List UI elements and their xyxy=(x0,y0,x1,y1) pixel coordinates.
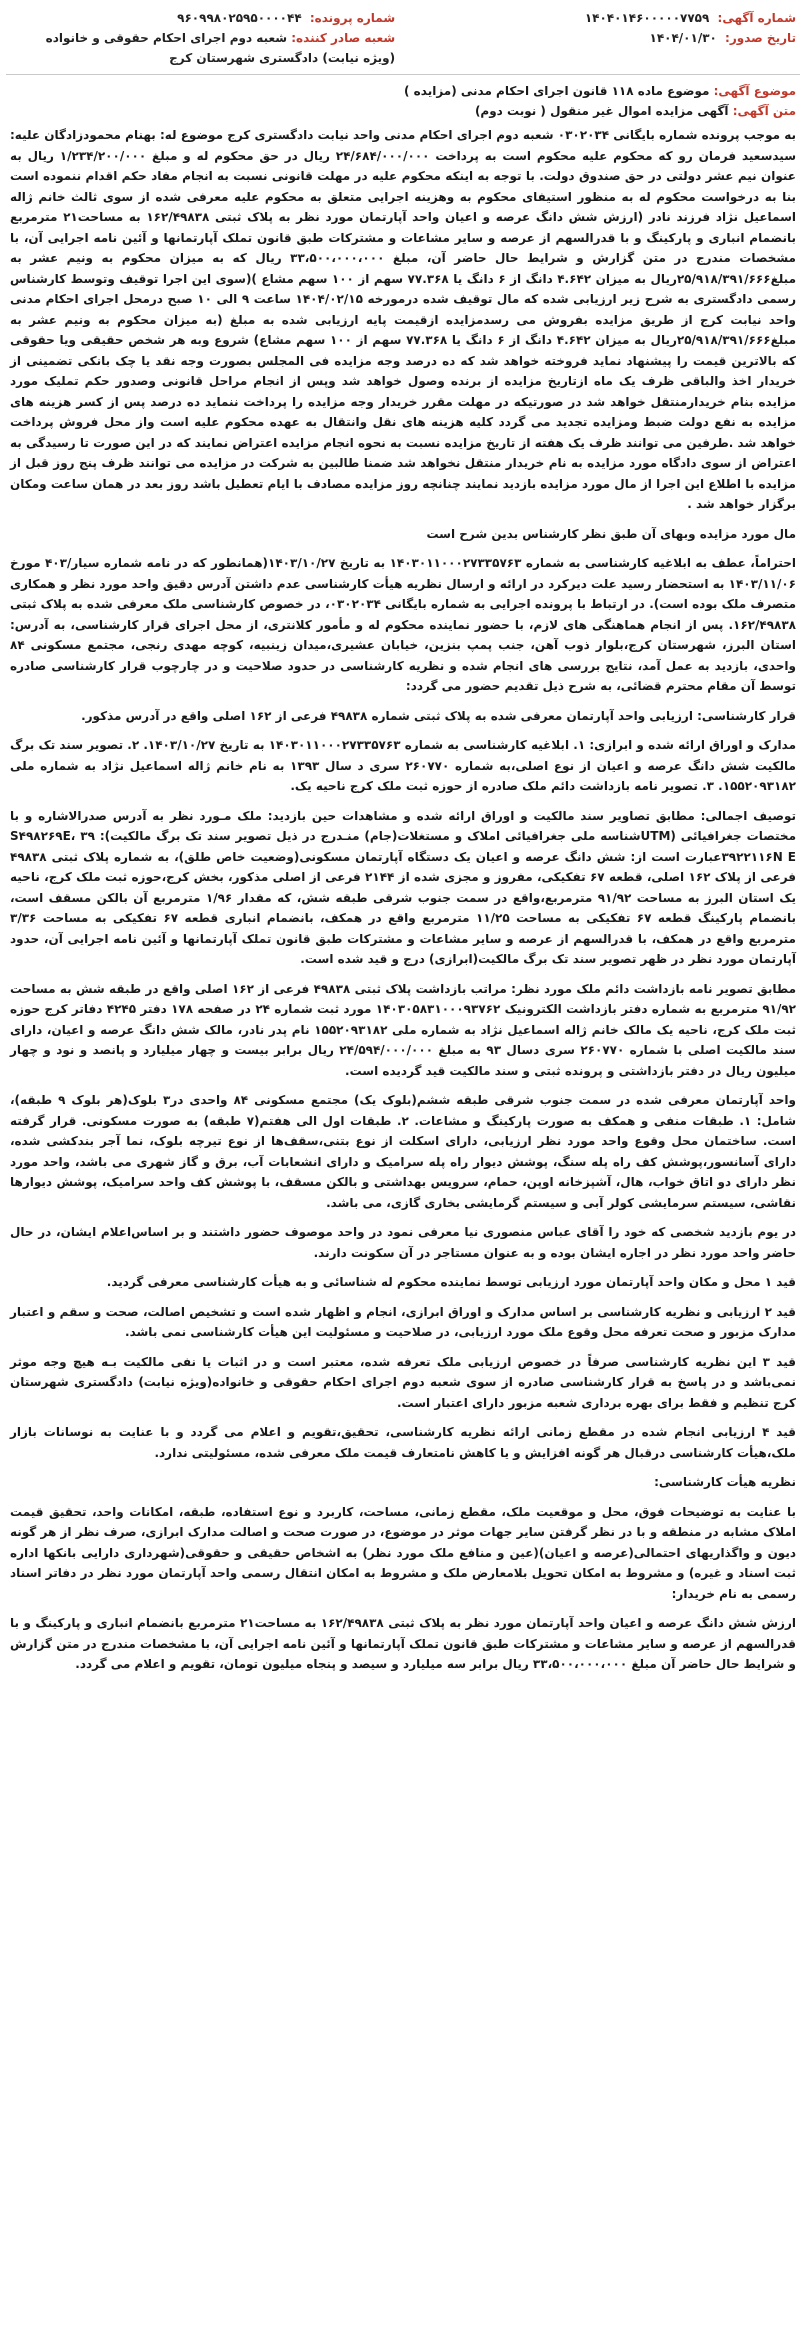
subject-value: موضوع ماده ۱۱۸ قانون اجرای احکام مدنی (مزایده ) xyxy=(404,84,710,98)
paragraph-opinion-heading: نظریه هیأت کارشناسی: xyxy=(654,1475,796,1489)
issuer-value: شعبه دوم اجرای احکام حقوقی و خانواده (ویژه نیابت) دادگستری شهرستان کرج xyxy=(45,31,396,65)
text-heading-label: متن آگهی: xyxy=(732,104,796,118)
case-number-label: شماره پرونده: xyxy=(309,11,396,25)
paragraph-documents: مدارک و اوراق ارائه شده و ابرازی: ۱. ابلاغیه کارشناسی به شماره ۱۴۰۳۰۱۱۰۰۰۲۷۳۳۵۷۶۳ به تاریخ ۱۴۰۳/۱۰/۲۷. ۲. تصویر سند تک برگ مالکیت شش دانگ عرصه و اعیان از نوع اصلی،به شماره ۲۶۰۷۷۰ سری د سال ۱۳۹۳ به نام خانم ژاله اسماعیل نژاد به شماره ملی ۱۵۵۲۰۹۳۱۸۲. ۳. تصویر نامه بازداشت دائم ملک صادره از حوزه ثبت ملک کرج ناحیه یک. xyxy=(10,738,797,793)
notice-header xyxy=(6,8,800,68)
paragraph-seizure: مطابق تصویر نامه بازداشت دائم ملک مورد نظر: مراتب بازداشت پلاک ثبتی ۴۹۸۳۸ فرعی از ۱۶۲ اصلی واقع در طبقه شش به مساحت ۹۱/۹۲ مترمربع به شماره دفتر بازداشت الکترونیک ۱۴۰۳۰۵۸۳۱۰۰۰۹۳۷۶۲ مورد ثبت شماره ۲۴ در صفحه ۱۷۸ دفتر ۴۲۴۵ دفاتر کرج حوزه ثبت ملک کرج، ناحیه یک مالک خانم ژاله اسماعیل نژاد به شماره ملی ۱۵۵۲۰۹۳۱۸۲ نام پدر نادر، مالک شش دانگ عرصه و اعیان، دارای سند مالکیت اصلی با شماره ۲۶۰۷۷۰ سری دسال ۹۳ به مبلغ ۲۴/۵۹۴/۰۰۰/۰۰۰ ریال برابر بیست و چهار میلیارد و پانصد و نود و چهار میلیون ریال در دفتر بازداشتی و پرونده ثبتی و سند مالکیت قید گردیده است. xyxy=(10,981,797,1078)
case-number-value: ۹۶۰۹۹۸۰۲۵۹۵۰۰۰۰۴۴ xyxy=(177,11,302,25)
paragraph-expert-letter: احتراماً، عطف به ابلاغیه کارشناسی به شماره ۱۴۰۳۰۱۱۰۰۰۲۷۳۳۵۷۶۳ به تاریخ ۱۴۰۳/۱۰/۲۷(همانطور که در نامه شماره سیار/۴۰۳ مورخ ۱۴۰۳/۱۱/۰۶ به استحضار رسید علت دیرکرد در ارائه و ارسال نظریه هیأت کارشناسی عدم داشتن آدرس دقیق واحد مورد نظر و همکاری متصرف ملک بوده است). در ارتباط با پرونده اجرایی به شماره بایگانی ۰۳۰۲۰۳۴، در خصوص کارشناسی ملک معرفی شده به پلاک ثبتی ۱۶۲/۴۹۸۳۸. پس از انجام هماهنگی های لازم، با حضور نماینده محکوم له و مأمور کلانتری، از محل اجرای قرار کارشناسی، به آدرس: استان البرز، شهرستان کرج،بلوار ذوب آهن، جنب پمپ بنزین، خیابان عشیری،میدان زینبیه، کوچه مهدی رنجی، مجتمع مسکونی ۸۴ واحدی، بازدید به عمل آمد، نتایج بررسی های انجام شده و نظریه کارشناسی در حدود صلاحیت و در چارچوب قرار کارشناسی صادره توسط آن مقام محترم قضائی، به شرح ذیل تقدیم حضور می گردد: xyxy=(10,556,797,693)
text-heading-value: آگهی مزایده اموال غیر منقول ( نوبت دوم) xyxy=(474,104,729,118)
paragraph-opinion: با عنایت به توضیحات فوق، محل و موقعیت ملک، مقطع زمانی، مساحت، کاربرد و نوع استفاده، طبقه، امکانات واحد، تحقیق قیمت املاک مشابه در منطقه و با در نظر گرفتن سایر جهات موثر در موضوع، در صورت صحت و اصالت مدارک ابرازی، صرف نظر از هر گونه دیون و واگذاریهای احتمالی(عرصه و اعیان)(عین و منافع ملک مورد نظر) به اشخاص حقیقی و حقوقی(شهرداری دارایی بانکها اداره ثبت اسناد و غیره) و مشروط به امکان تحویل بلامعارض ملک و مشروط به امکان انتقال رسمی واحد آپارتمان مورد نظر در دفاتر اسناد رسمی به نام خریدار: xyxy=(10,1504,796,1601)
header-divider xyxy=(6,74,800,75)
notice-number-label: شماره آگهی: xyxy=(717,11,796,25)
header-right-column xyxy=(411,8,796,68)
paragraph-note-4: قید ۴ ارزیابی انجام شده در مقطع زمانی ارائه نظریه کارشناسی، تحقیق،تقویم و اعلام می گردد و با عنایت به نوسانات بازار ملک،هیأت کارشناسی درقبال هر گونه افزایش و یا کاهش نامتعارف قیمت ملک معرفی شده، مسئولیتی ندارد. xyxy=(10,1425,796,1460)
issue-date-row xyxy=(411,28,796,48)
subject-label: موضوع آگهی: xyxy=(713,84,796,98)
notice-subject xyxy=(6,81,800,101)
paragraph-expert-order: قرار کارشناسی: ارزیابی واحد آپارتمان معرفی شده به پلاک ثبتی شماره ۴۹۸۳۸ فرعی از ۱۶۲ اصلی واقع در آدرس مذکور. xyxy=(81,708,796,723)
paragraph-valuation: ارزش شش دانگ عرصه و اعیان واحد آپارتمان مورد نظر به پلاک ثبتی ۱۶۲/۴۹۸۳۸ به مساحت۲۱ مترمربع بانضمام انباری و پارکینگ و با قدرالسهم از عرصه و سایر مشاعات و مشترکات طبق قانون تملک آپارتمانها و آئین نامه اجرایی آن، با مشخصات مندرج در متن گزارش و شرایط حال حاضر آن مبلغ ۳۳،۵۰۰،۰۰۰،۰۰۰ ریال برابر سه میلیارد و سیصد و پنجاه میلیون تومان، تقویم و اعلام می گردد. xyxy=(10,1616,796,1671)
paragraph-expert-intro: مال مورد مزایده وبهای آن طبق نظر کارشناس بدین شرح است xyxy=(426,526,796,541)
paragraph-auction-terms: به موجب پرونده شماره بایگانی ۰۳۰۲۰۳۴ شعبه دوم اجرای احکام مدنی واحد نیابت دادگستری کرج موضوع له: بهنام محمودزادگان علیه: سیدسعید فرمان رو که محکوم علیه محکوم است به پرداخت ۲۴/۶۸۴/۰۰۰/۰۰۰ ریال در حق محکوم له و مبلغ ۱/۲۳۴/۲۰۰/۰۰۰ ریال به عنوان نیم عشر دولتی در حق صندوق دولت. با توجه به اینکه محکوم علیه در مهلت قانونی نسبت به انجام مفاد حکم اقدام ننموده است بنا به درخواست محکوم له به منظور استیفای محکوم به وهزینه اجرایی متعلق به محکوم علیه معرفی شده از سوی ثالث خانم ژاله اسماعیل نژاد فرزند نادر (ارزش شش دانگ عرصه و اعیان واحد آپارتمان مورد نظر به پلاک ثبتی ۱۶۲/۴۹۸۳۸ به مساحت۲۱ مترمربع بانضمام انباری و پارکینگ و با قدرالسهم از عرصه و سایر مشاعات و مشترکات طبق قانون تملک آپارتمانها و آئین نامه اجرایی آن، با مشخصات مندرج در متن گزارش و شرایط حال حاضر آن، مبلغ ۳۳،۵۰۰،۰۰۰،۰۰۰ ریال که به میزان محکوم به ونیم عشر به مبلغ۲۵/۹۱۸/۳۹۱/۶۶۶ریال به میزان ۴.۶۴۲ دانگ از ۶ دانگ یا ۷۷.۳۶۸ سهم از ۱۰۰ سهم مشاع )(سوی این اجرا توقیف وتوسط کارشناس رسمی دادگستری به شرح زیر ارزیابی شده که مال توقیف شده درمورخه ۱۴۰۴/۰۲/۱۵ ساعت ۹ الی ۱۰ صبح درمحل اجرای احکام مدنی واحد نیابت کرج از طریق مزایده بفروش می رسدمزایده ازقیمت پایه ارزیابی شده به مبلغ (به میزان محکوم به ونیم عشر به مبلغ۲۵/۹۱۸/۳۹۱/۶۶۶ریال به میزان ۴.۶۴۲ دانگ از ۶ دانگ یا ۷۷.۳۶۸ سهم از ۱۰۰ سهم مشاع) شروع وبه هر شخص حقیقی ویا حقوقی که بالاترین قیمت را پیشنهاد نماید فروخته خواهد شد که ده درصد وجه مزایده فی المجلس بصورت وجه نقد یا چک بانکی تضمینی از خریدار اخذ والباقی ظرف یک ماه ازتاریخ مزایده از برنده وصول خواهد شد وپس از انجام مراحل قانونی وصدور حکم تملیک مورد مزایده بنام خریدارمنتقل خواهد شد در صورتیکه در مهلت مقرر خریدار وجه مزایده را پرداخت ننماید ده درصد پس از کسر هزینه های مزایده به نفع دولت ضبط ومزایده تجدید می گردد کلیه هزینه های نقل وانتقال به عهده محکوم علیه است واز محل فروش پرداخت خواهد شد .طرفین می توانند ظرف یک هفته از تاریخ مزایده نسبت به نحوه انجام مزایده اعتراض نمایند که در این صورت تا رسیدگی به اعتراض از سوی دادگاه مورد مزایده به نام خریدار منتقل نخواهد شد ضمنا طالبین به شرکت در مزایده می توانند ظرف پنج روز قبل از مزایده با اطلاع این اجرا از مال مورد مزایده بازدید نمایند چنانچه روز مزایده مصادف با ایام تعطیل باشد روز بعد در همان ساعت ومکان برگزار خواهد شد . xyxy=(10,128,797,511)
case-number-row xyxy=(10,8,395,28)
paragraph-note-3: قید ۳ این نظریه کارشناسی صرفاً در خصوص ارزیابی ملک تعرفه شده، معتبر است و در اثبات یا نفی مالکیت بـه هیچ وجه موثر نمی‌باشد و در پاسخ به قرار کارشناسی صادره از سوی شعبه دوم اجرای احکام حقوقی و خانواده(ویژه نیابت) دادگستری شهرستان کرج تنظیم و فقط برای بهره برداری شعبه مزبور دارای اعتبار است. xyxy=(10,1354,796,1410)
paragraph-note-2: قید ۲ ارزیابی و نظریه کارشناسی بر اساس مدارک و اوراق ابرازی، انجام و اظهار شده است و تشخیص اصالت، صحت و سقم و اعتبار مدارک مزبور و صحت تعرفه محل وقوع ملک مورد ارزیابی، در صلاحیت و مسئولیت این هیأت کارشناسی نمی باشد. xyxy=(10,1304,797,1339)
notice-text-heading xyxy=(6,101,800,125)
notice-body xyxy=(6,125,800,1675)
notice-number-value: ۱۴۰۴۰۱۴۶۰۰۰۰۰۷۷۵۹ xyxy=(584,11,710,25)
paragraph-building: واحد آپارتمان معرفی شده در سمت جنوب شرقی طبقه ششم(بلوک یک) مجتمع مسکونی ۸۴ واحدی در۳ بلوک(هر بلوک ۹ طبقه)، شامل: ۱. طبقات منفی و همکف به صورت پارکینگ و مشاعات. ۲. طبقات اول الی هفتم(۷ طبقه) به صورت مسکونی. قرار گرفته است. ساختمان محل وقوع واحد مورد نظر ارزیابی، دارای اسکلت از نوع بتنی،سقف‌ها از نوع تیرچه بلوک، نما آجر بندکشی شده، دارای آسانسور،پوشش کف راه پله سنگ، پوشش دیوار راه پله سرامیک و دارای انشعابات آب، برق و گاز شهری می باشد، واحد مورد نظر دارای دو اتاق خواب، هال، آشپزخانه اوپن، حمام، سرویس بهداشتی و بالکن مسقف، با پوشش کف واحد سرامیک، پوشش دیوارها نقاشی، سیستم سرمایشی کولر آبی و سیستم گرمایشی بخاری گازی، می باشد. xyxy=(10,1093,797,1210)
issuer-row xyxy=(10,28,395,68)
issue-date-label: تاریخ صدور: xyxy=(725,31,796,45)
paragraph-note-1: قید ۱ محل و مکان واحد آپارتمان مورد ارزیابی توسط نماینده محکوم له شناسائی و به هیأت کارشناسی معرفی گردید. xyxy=(106,1275,796,1289)
issuer-label: شعبه صادر کننده: xyxy=(291,31,396,45)
issue-date-value: ۱۴۰۴/۰۱/۳۰ xyxy=(649,31,717,45)
notice-number-row xyxy=(411,8,796,28)
paragraph-visit: در یوم بازدید شخصی که خود را آقای عباس منصوری نیا معرفی نمود در واحد موصوف حضور داشتند و بر اساس‌اعلام‌ ایشان، در حال حاضر واحد مورد نظر در اجاره ایشان بوده و به عنوان مستاجر در آن سکونت دارند. xyxy=(10,1225,796,1260)
paragraph-description: توصیف اجمالی: مطابق تصاویر سند مالکیت و اوراق ارائه شده و مشاهدات حین بازدید: ملک مـورد نظر به آدرس صدرالاشاره و با مختصات جغرافیائی (UTMشناسه ملی جغرافیائی املاک و مستغلات(جام) منـدرج در ذیل تصویر سند تک برگ مالکیت): ۳۹ S۴۹۸۲۶۹E، ۳۹۲۲۱۱۶N Eعبارت است از: شش دانگ عرصه و اعیان یک دستگاه آپارتمان مسکونی(وضعیت خاص طلق)، به شماره پلاک ثبتی ۴۹۸۳۸ فرعی از پلاک ۱۶۲ اصلی، قطعه ۶۷ تفکیکی، مفروز و مجزی شده از ۲۱۴۴ فرعی از اصلی مذکور، بخش کرج،حوزه ثبت ملک کرج، ناحیه یک استان البرز به مساحت ۹۱/۹۲ مترمربع،واقع در سمت جنوب شرقی طبقه شش، که مقدار ۱/۹۶ مترمربع آن بالکن مسقف است، بانضمام پارکینگ قطعه ۶۷ تفکیکی به مساحت ۱۱/۲۵ مترمربع واقع در همکف، بانضمام انباری قطعه ۶۷ تفکیکی به مساحت ۳/۳۶ مترمربع واقع در همکف، با قدرالسهم از عرصه و سایر مشاعات و مشترکات طبق قانون تملک آپارتمانها و آئین نامه اجرایی آن، حدود آپارتمان مورد نظر در ظهر تصویر سند تک برگ مالکیت(ابرازی) درج و قید شده است. xyxy=(10,808,797,966)
header-left-column xyxy=(10,8,395,68)
